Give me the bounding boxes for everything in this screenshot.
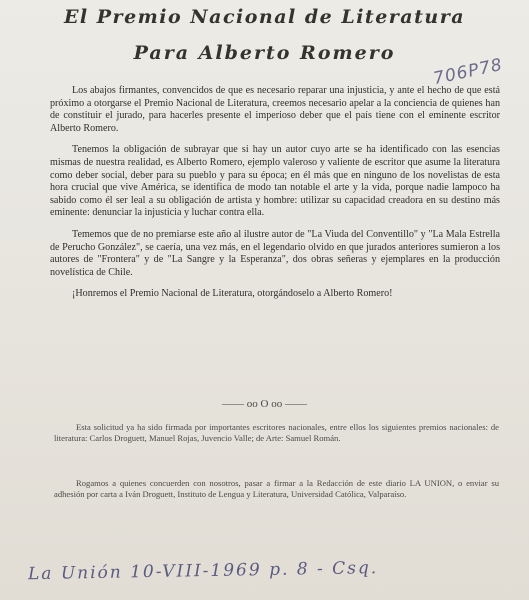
handwritten-catalog-number: 706P78 — [431, 54, 505, 90]
headline-line-2: Para Alberto Romero — [133, 42, 396, 64]
paragraph-intro: Los abajos firmantes, convencidos de que es necesario reparar una injusticia, y ante el hecho de que está próximo a otorgarse el Premio Nacional de Literatura, creemos necesario apelar a la conciencia de quienes han de constituir el jurado, para hacerles presente el imperioso deber que el país tiene con el eminente escritor Alberto Romero. — [50, 85, 500, 134]
footnote-signatories — [54, 422, 499, 445]
footnote-request — [54, 478, 499, 501]
paragraph-obligation: Tenemos la obligación de subrayar que si hay un autor cuyo arte se ha identificado con las esencias mismas de nuestra realidad, es Alberto Romero, ejemplo valeroso y valiente de escritor que asume la literatura como deber social, deber para su pueblo y para su época; en él más que en ninguno de los novelistas de esta hora crucial que vive América, se identifica de modo tan notable el arte y la vida, porque nadie lampoco ha sabido como él ser leal a su obligación de artista y hombre: utilizar su capacidad creadora en su destino más eminente: denunciar la injusticia y luchar contra ella. — [50, 144, 500, 219]
headline-line-1: El Premio Nacional de Literatura — [63, 6, 466, 28]
footnote-signatories-text: Esta solicitud ya ha sido firmada por importantes escritores nacionales, entre ellos los siguientes premios nacionales: de literatura: Carlos Droguett, Manuel Rojas, Juvencio Valle; de Arte: Samuel Román. — [54, 422, 499, 444]
paragraph-fear: Tememos que de no premiarse este año al ilustre autor de "La Viuda del Conventillo" y "La Mala Estrella de Perucho González", se caería, una vez más, en el legendario olvido en que jurados anteriores sumieron a los autores de "Frontera" y de "La Sangre y la Esperanza", dos obras señeras y ejemplares en la producción novelística de Chile. — [50, 228, 500, 278]
section-divider: —— oo O oo —— — [222, 398, 307, 410]
paragraph-appeal: ¡Honremos el Premio Nacional de Literatura, otorgándoselo a Alberto Romero! — [72, 288, 393, 300]
article-body — [50, 85, 500, 310]
handwritten-source-note: La Unión 10-VIII-1969 p. 8 - Csq. — [27, 558, 379, 585]
footnote-request-text: Rogamos a quienes concuerden con nosotros, pasar a firmar a la Redacción de este diario LA UNION, o enviar su adhesión por carta a Iván Droguett, Instituto de Lengua y Literatura, Universidad Católica, Valparaíso. — [54, 478, 499, 500]
